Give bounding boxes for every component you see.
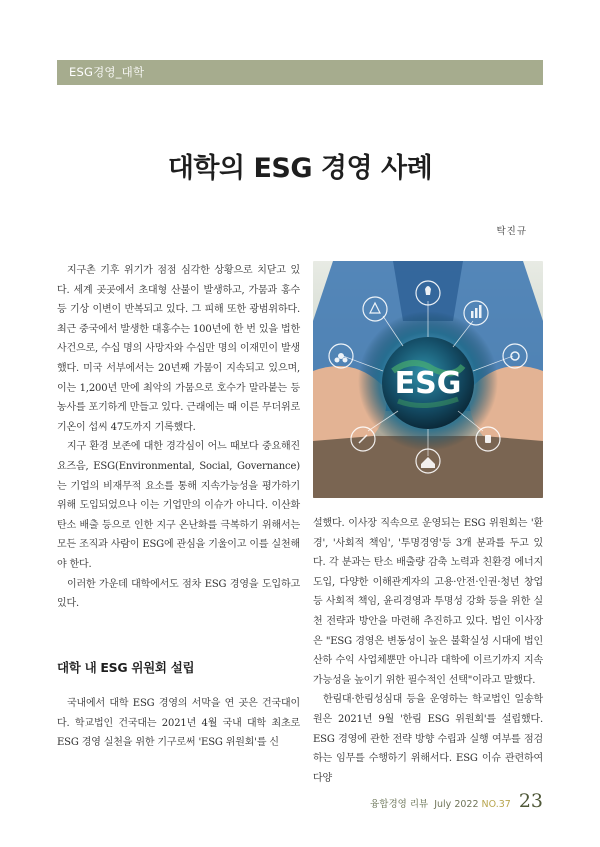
author-name: 탁진규 bbox=[496, 226, 527, 237]
page-number: 23 bbox=[518, 790, 543, 812]
esg-illustration-photo bbox=[313, 261, 543, 498]
paragraph: 국내에서 대학 ESG 경영의 서막을 연 곳은 건국대이다. 학교법인 건국대는 2021년 4월 국내 대학 최초로 ESG 경영 실천을 위한 기구로써 'ESG 위원회'를 신 bbox=[57, 698, 300, 749]
section-label: ESG경영_대학 bbox=[69, 65, 145, 79]
issue-date: July 2022 bbox=[434, 799, 479, 810]
left-column-body bbox=[57, 261, 300, 614]
section-subheading: 대학 내 ESG 위원회 설립 bbox=[57, 660, 195, 675]
image-esg-text: ESG bbox=[394, 366, 462, 401]
paragraph: 한림대·한림성심대 등을 운영하는 학교법인 일송학원은 2021년 9월 '한림 ESG 위원회'를 설립했다. ESG 경영에 관한 전략 방향 수립과 실행 여부를 점검하는 임무를 수행하기 위해서다. ESG 이슈 관련하여 다양 bbox=[313, 694, 543, 784]
paragraph: 설했다. 이사장 직속으로 운영되는 ESG 위원회는 '환경', '사회적 책임', '투명경영'등 3개 분과를 두고 있다. 각 분과는 탄소 배출량 감축 노력과 친환경 에너지 도입, 다양한 이해관계자의 고용·안전·인권·청년 창업 등 사회적 책임, 윤리경영과 투명성 강화 등을 위한 실천 전략과 방안을 마련해 추진하고 있다. 법인 이사장은 "ESG 경영은 변동성이 높은 불확실성 시대에 법인 산하 수익 사업체뿐만 아니라 대학에 이르기까지 지속가능성을 높이기 위한 필수적인 선택"이라고 말했다. bbox=[313, 518, 543, 686]
right-column-body bbox=[313, 514, 543, 788]
paragraph: 지구촌 기후 위기가 점점 심각한 상황으로 치닫고 있다. 세계 곳곳에서 초대형 산불이 발생하고, 가뭄과 홍수 등 기상 이변이 반복되고 있다. 그 피해 또한 광범위하다. 최근 중국에서 발생한 대홍수는 100년에 한 번 있을 법한 사건으로, 수십 명의 사망자와 수십만 명의 이재민이 발생했다. 미국 서부에서는 20년째 가뭄이 지속되고 있으며, 이는 1,200년 만에 최악의 가뭄으로 호수가 말라붙는 등 농사를 포기하게 만들고 있다. 근래에는 때 이른 무더위로 기온이 섭씨 47도까지 기록했다. bbox=[57, 265, 300, 433]
paragraph: 이러한 가운데 대학에서도 점차 ESG 경영을 도입하고 있다. bbox=[57, 578, 300, 610]
section-header-bar bbox=[57, 60, 543, 85]
page-footer bbox=[370, 790, 543, 812]
paragraph: 지구 환경 보존에 대한 경각심이 어느 때보다 중요해진 요즈음, ESG(Environmental, Social, Governance)는 기업의 비재무적 요소를 통해 지속가능성을 평가하기 위해 도입되었으나 이는 기업만의 이슈가 아니다. 이산화탄소 배출 등으로 인한 지구 온난화를 극복하기 위해서는 모든 조직과 사람이 ESG에 관심을 기울이고 이를 실천해야 한다. bbox=[57, 441, 300, 570]
issue-number: NO.37 bbox=[481, 799, 511, 810]
article-title: 대학의 ESG 경영 사례 bbox=[167, 153, 433, 184]
magazine-name: 융합경영 리뷰 bbox=[370, 799, 429, 810]
left-column-body-continued bbox=[57, 694, 300, 753]
